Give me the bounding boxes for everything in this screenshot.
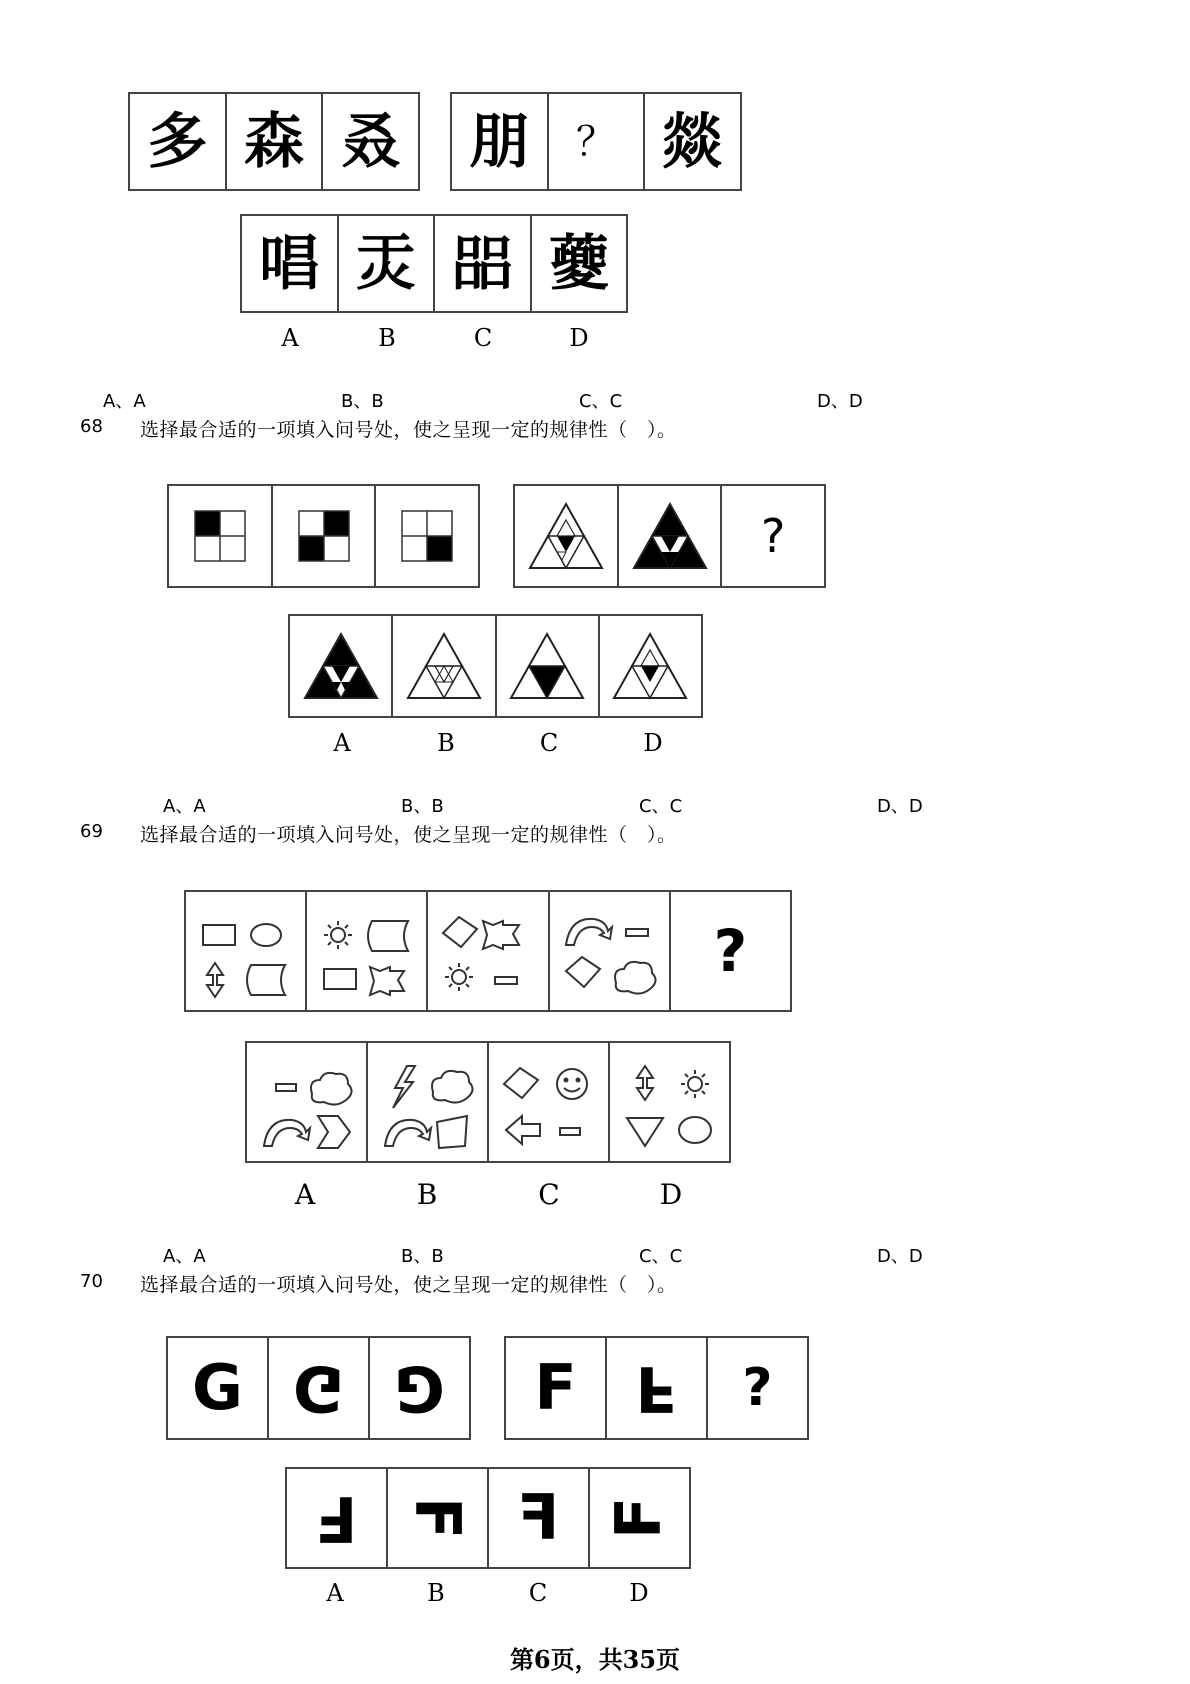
q69-option-label-c: C bbox=[538, 1178, 560, 1211]
q69-choice-b[interactable]: B、B bbox=[401, 1246, 444, 1267]
q68-option-d[interactable] bbox=[598, 616, 701, 716]
q70-letter: F bbox=[534, 1351, 577, 1424]
question-mark: ? bbox=[742, 1358, 773, 1418]
q67-set1-panel bbox=[128, 92, 420, 191]
triangle-figure-icon bbox=[301, 630, 381, 702]
q68-set2-cell-2 bbox=[617, 486, 721, 586]
q70-letter: G bbox=[192, 1351, 243, 1424]
q68-number: 68 bbox=[80, 416, 103, 437]
q70-option-letter: F bbox=[602, 1496, 676, 1540]
q67-option-label-b: B bbox=[378, 324, 396, 352]
q70-question-text: 选择最合适的一项填入问号处，使之呈现一定的规律性（ ）。 bbox=[140, 1274, 677, 1296]
quad-grid-icon bbox=[397, 506, 457, 566]
q68-choice-a[interactable]: A、A bbox=[163, 796, 206, 817]
q70-option-c[interactable] bbox=[487, 1469, 588, 1567]
question-mark: ? bbox=[713, 917, 748, 985]
q69-option-a[interactable] bbox=[247, 1043, 366, 1161]
q68-choice-d[interactable]: D、D bbox=[877, 796, 923, 817]
quad-grid-icon bbox=[190, 506, 250, 566]
question-mark: ？ bbox=[576, 118, 616, 165]
q67-option-char: 㗊 bbox=[452, 228, 513, 299]
q68-option-b[interactable] bbox=[391, 616, 494, 716]
shapes-group-icon bbox=[252, 1052, 362, 1152]
q70-option-letter: F bbox=[401, 1496, 475, 1540]
q68-option-label-c: C bbox=[539, 729, 559, 757]
q70-option-label-a: A bbox=[326, 1579, 344, 1607]
q69-seq-cell-5 bbox=[669, 892, 790, 1010]
q69-option-label-b: B bbox=[416, 1178, 438, 1211]
q69-number: 69 bbox=[80, 821, 103, 842]
q69-seq-cell-1 bbox=[186, 892, 305, 1010]
page-footer: 第6页，共35页 bbox=[509, 1645, 681, 1674]
q67-set2-cell-3 bbox=[643, 94, 740, 189]
q67-set2-cell-1 bbox=[452, 94, 547, 189]
q68-option-a[interactable] bbox=[290, 616, 391, 716]
q70-option-d[interactable] bbox=[588, 1469, 689, 1567]
q67-option-label-a: A bbox=[281, 324, 299, 352]
q69-seq-cell-3 bbox=[426, 892, 547, 1010]
q68-option-label-a: A bbox=[333, 729, 351, 757]
q67-option-char: 唱 bbox=[259, 228, 320, 299]
q67-option-b[interactable] bbox=[337, 216, 434, 311]
q69-choice-c[interactable]: C、C bbox=[639, 1246, 683, 1267]
shapes-group-icon bbox=[494, 1052, 604, 1152]
q68-set2-panel bbox=[513, 484, 826, 588]
q70-set2-cell-3 bbox=[706, 1338, 807, 1438]
q70-option-label-d: D bbox=[629, 1579, 649, 1607]
shapes-group-icon bbox=[554, 901, 664, 1001]
q68-option-label-b: B bbox=[437, 729, 455, 757]
q67-set1-cell-3 bbox=[321, 94, 418, 189]
q67-char: 燚 bbox=[662, 106, 723, 177]
triangle-figure-icon bbox=[610, 630, 690, 702]
q69-option-label-d: D bbox=[659, 1178, 683, 1211]
triangle-figure-icon bbox=[630, 500, 710, 572]
shapes-group-icon bbox=[191, 901, 301, 1001]
q70-options-panel bbox=[285, 1467, 691, 1569]
q67-options-panel bbox=[240, 214, 628, 313]
q67-choice-c[interactable]: C、C bbox=[579, 391, 623, 412]
q67-choice-a[interactable]: A、A bbox=[103, 391, 146, 412]
q69-sequence-panel bbox=[184, 890, 792, 1012]
q69-option-d[interactable] bbox=[608, 1043, 729, 1161]
q68-set1-panel bbox=[167, 484, 480, 588]
q68-options-panel bbox=[288, 614, 703, 718]
q70-letter: F bbox=[635, 1352, 678, 1425]
q67-option-char: 䕫 bbox=[548, 228, 609, 299]
q68-set1-cell-3 bbox=[374, 486, 478, 586]
q69-option-label-a: A bbox=[294, 1178, 316, 1211]
q67-char: 叒 bbox=[340, 106, 401, 177]
q67-option-a[interactable] bbox=[242, 216, 337, 311]
triangle-figure-icon bbox=[507, 630, 587, 702]
shapes-group-icon bbox=[312, 901, 422, 1001]
q67-choice-d[interactable]: D、D bbox=[817, 391, 863, 412]
q67-set2-panel bbox=[450, 92, 742, 191]
q68-set1-cell-2 bbox=[271, 486, 375, 586]
q67-option-char: 㶣 bbox=[355, 228, 416, 299]
q69-option-b[interactable] bbox=[366, 1043, 487, 1161]
q70-number: 70 bbox=[80, 1271, 103, 1292]
q67-set2-cell-2 bbox=[547, 94, 644, 189]
q69-options-panel bbox=[245, 1041, 731, 1163]
q67-char: 森 bbox=[244, 106, 304, 177]
q68-set2-cell-1 bbox=[515, 486, 617, 586]
q67-choice-b[interactable]: B、B bbox=[341, 391, 384, 412]
triangle-figure-icon bbox=[526, 500, 606, 572]
q67-char: 多 bbox=[147, 106, 208, 177]
q70-letter: G bbox=[293, 1352, 344, 1425]
q68-question-text: 选择最合适的一项填入问号处，使之呈现一定的规律性（ ）。 bbox=[140, 419, 677, 441]
q69-seq-cell-2 bbox=[305, 892, 426, 1010]
q68-set1-cell-1 bbox=[169, 486, 271, 586]
q69-choice-d[interactable]: D、D bbox=[877, 1246, 923, 1267]
q70-option-letter: F bbox=[517, 1481, 560, 1554]
q68-choice-b[interactable]: B、B bbox=[401, 796, 444, 817]
q70-set1-panel bbox=[166, 1336, 471, 1440]
q67-char: 朋 bbox=[469, 106, 530, 177]
q67-set1-cell-2 bbox=[225, 94, 322, 189]
q70-set1-cell-2 bbox=[267, 1338, 368, 1438]
q67-option-label-d: D bbox=[569, 324, 589, 352]
q70-option-label-b: B bbox=[427, 1579, 445, 1607]
question-mark: ? bbox=[760, 509, 786, 563]
quad-grid-icon bbox=[294, 506, 354, 566]
q70-set2-cell-1 bbox=[506, 1338, 605, 1438]
q70-option-letter: F bbox=[315, 1482, 358, 1555]
q69-choice-a[interactable]: A、A bbox=[163, 1246, 206, 1267]
q68-option-label-d: D bbox=[643, 729, 663, 757]
shapes-group-icon bbox=[615, 1052, 725, 1152]
q69-seq-cell-4 bbox=[548, 892, 669, 1010]
q67-option-c[interactable] bbox=[433, 216, 530, 311]
shapes-group-icon bbox=[373, 1052, 483, 1152]
triangle-figure-icon bbox=[404, 630, 484, 702]
q68-option-c[interactable] bbox=[495, 616, 598, 716]
q70-set1-cell-1 bbox=[168, 1338, 267, 1438]
q69-option-c[interactable] bbox=[487, 1043, 608, 1161]
q70-option-a[interactable] bbox=[287, 1469, 386, 1567]
q70-option-b[interactable] bbox=[386, 1469, 487, 1567]
q67-set1-cell-1 bbox=[130, 94, 225, 189]
q70-set2-cell-2 bbox=[605, 1338, 706, 1438]
q70-set1-cell-3 bbox=[368, 1338, 469, 1438]
shapes-group-icon bbox=[433, 901, 543, 1001]
q68-set2-cell-3 bbox=[720, 486, 824, 586]
q67-option-d[interactable] bbox=[530, 216, 627, 311]
q67-option-label-c: C bbox=[473, 324, 493, 352]
q69-question-text: 选择最合适的一项填入问号处，使之呈现一定的规律性（ ）。 bbox=[140, 824, 677, 846]
q68-choice-c[interactable]: C、C bbox=[639, 796, 683, 817]
q70-option-label-c: C bbox=[528, 1579, 548, 1607]
q70-letter: G bbox=[394, 1352, 445, 1425]
q70-set2-panel bbox=[504, 1336, 809, 1440]
